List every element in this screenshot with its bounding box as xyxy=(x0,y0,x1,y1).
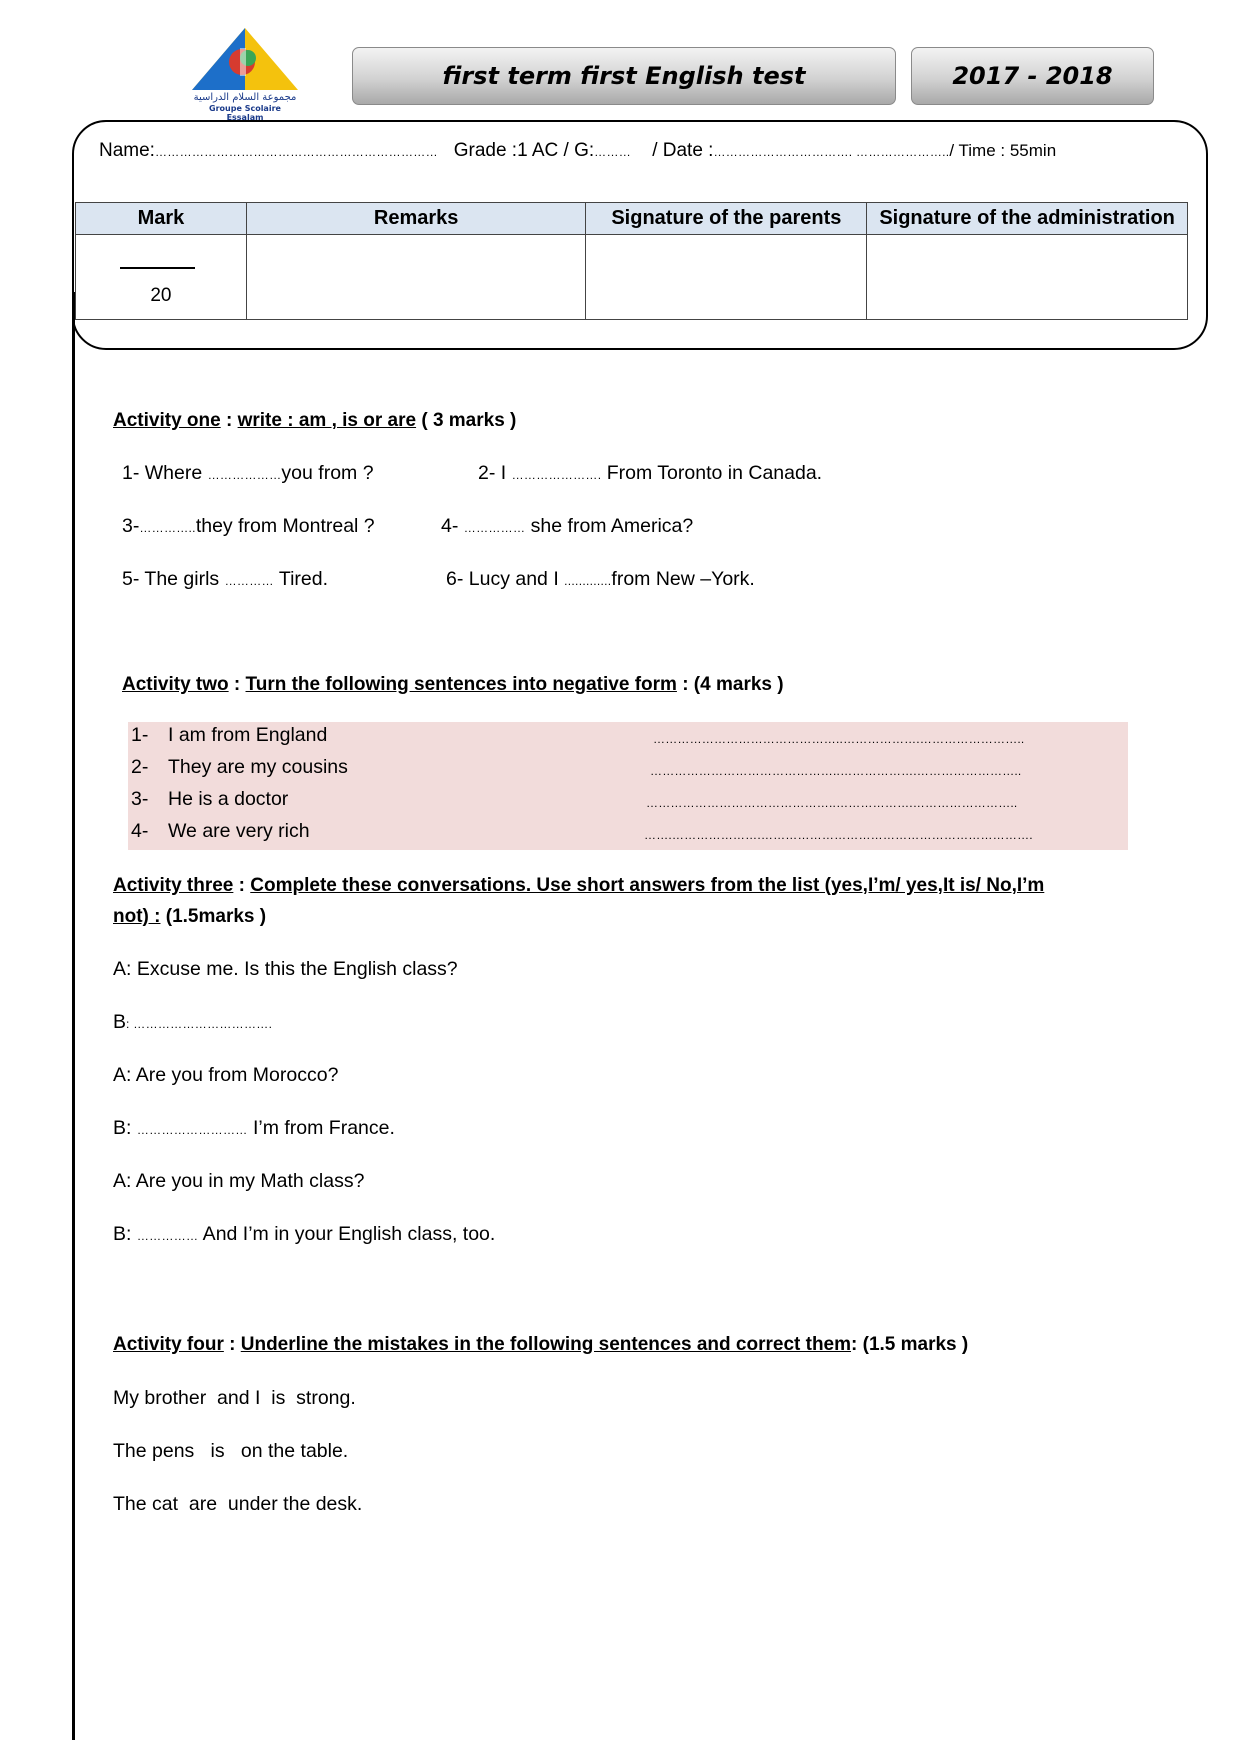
line-text: A: Excuse me. Is this the English class? xyxy=(113,958,458,980)
activity-two-marks: : (4 marks ) xyxy=(676,674,784,695)
logo-french-caption: Groupe Scolaire Essalam xyxy=(209,104,281,122)
list-item xyxy=(128,756,1128,788)
remarks-cell[interactable] xyxy=(246,235,586,320)
date-label: / Date : xyxy=(652,140,714,161)
item-text: We are very rich xyxy=(168,820,310,842)
activity-one-item xyxy=(122,462,374,485)
item-text: 4- xyxy=(441,515,464,537)
list-item xyxy=(128,820,1128,852)
parents-signature-cell[interactable] xyxy=(586,235,867,320)
mistake-sentence[interactable]: The cat are under the desk. xyxy=(113,1493,363,1515)
item-text: 6- Lucy and I xyxy=(446,568,565,590)
mistake-sentence[interactable]: My brother and I is strong. xyxy=(113,1387,356,1409)
item-text: from New –York. xyxy=(611,568,755,590)
logo-arabic-caption: مجموعة السلام الدراسية xyxy=(193,92,297,103)
marks-table-row xyxy=(76,235,1188,320)
activity-three-instruction: Complete these conversations. Use short answers from the list (yes,I’m/ yes,It is/ No,I’m xyxy=(250,875,1045,896)
conversation-line xyxy=(113,1011,272,1034)
conversation-line xyxy=(113,1223,495,1246)
item-text: From Toronto in Canada. xyxy=(601,462,823,484)
activity-three-separator: : xyxy=(233,875,251,896)
activity-one-item xyxy=(446,568,755,591)
activity-one-separator: : xyxy=(220,410,238,431)
item-text: she from America? xyxy=(525,515,694,537)
activity-one-item xyxy=(122,515,375,538)
school-logo-triangle-icon xyxy=(190,26,300,92)
time-label: / Time : 55min xyxy=(949,141,1057,160)
student-info-line xyxy=(99,140,1056,162)
blank-field[interactable]: ……………… xyxy=(207,468,282,482)
activity-three-title-line2 xyxy=(113,906,266,928)
administration-signature-cell[interactable] xyxy=(867,235,1188,320)
conversation-line xyxy=(113,1064,338,1087)
item-text: They are my cousins xyxy=(168,756,348,778)
line-text: B xyxy=(113,1011,127,1033)
item-text: He is a doctor xyxy=(168,788,289,810)
school-logo xyxy=(190,26,300,122)
blank-field[interactable]: ………… xyxy=(224,574,274,588)
activity-four-separator: : xyxy=(223,1334,241,1355)
grade-label: Grade :1 AC / G: xyxy=(453,140,595,161)
group-field[interactable]: ……… xyxy=(594,145,632,159)
item-number: 1- xyxy=(131,724,149,746)
activity-two-separator: : xyxy=(228,674,246,695)
activity-three-label: Activity three xyxy=(113,875,234,896)
activity-four-marks: : (1.5 marks ) xyxy=(851,1334,969,1355)
school-year: 2017 - 2018 xyxy=(911,47,1154,105)
item-text: 2- I xyxy=(478,462,512,484)
item-text: they from Montreal ? xyxy=(195,515,375,537)
answer-field[interactable]: ……………………… xyxy=(136,1123,248,1137)
administration-signature-header: Signature of the administration xyxy=(867,203,1188,235)
item-text: 3- xyxy=(122,515,140,537)
remarks-header: Remarks xyxy=(246,203,586,235)
answer-field[interactable]: ………………………………………..……………….…………………….. xyxy=(650,764,1022,778)
item-number: 4- xyxy=(131,820,149,842)
line-text: A: Are you from Morocco? xyxy=(113,1064,339,1086)
conversation-line xyxy=(113,1117,395,1140)
activity-one-item xyxy=(441,515,693,538)
negative-form-list xyxy=(128,722,1128,850)
blank-field[interactable]: ............. xyxy=(564,574,612,588)
activity-one-instruction: write : am , is or are xyxy=(237,410,417,431)
activity-four-instruction: Underline the mistakes in the following sentences and correct them xyxy=(240,1334,852,1355)
line-text: B: xyxy=(113,1117,137,1139)
marks-table-header xyxy=(76,203,1188,235)
activity-two-label: Activity two xyxy=(122,674,229,695)
activity-one-title xyxy=(113,410,516,432)
line-text: And I’m in your English class, too. xyxy=(198,1223,496,1245)
answer-field[interactable]: …….………………….…………………………………………………………. xyxy=(644,828,1033,842)
name-label: Name: xyxy=(99,140,155,161)
name-field[interactable]: …………………………………………………………… xyxy=(154,145,438,159)
margin-rule xyxy=(72,292,75,1740)
list-item xyxy=(128,788,1128,820)
line-text: B: xyxy=(113,1223,137,1245)
answer-field[interactable]: ………………………………………..……………….…………………….. xyxy=(646,796,1018,810)
answer-field[interactable]: ………………………………………..……………….…………………….. xyxy=(653,732,1025,746)
blank-field[interactable]: …………… xyxy=(463,521,526,535)
mark-fraction-line xyxy=(120,267,195,269)
item-text: I am from England xyxy=(168,724,328,746)
conversation-line xyxy=(113,1170,364,1193)
list-item xyxy=(128,724,1128,756)
activity-three-marks: (1.5marks ) xyxy=(160,906,267,927)
activity-one-marks: ( 3 marks ) xyxy=(416,410,517,431)
item-number: 3- xyxy=(131,788,149,810)
blank-field[interactable]: ………….. xyxy=(139,521,196,535)
activity-three-instruction-cont: not) : xyxy=(113,906,161,927)
line-text: I’m from France. xyxy=(247,1117,395,1139)
activity-one-item xyxy=(122,568,328,591)
mark-header: Mark xyxy=(76,203,247,235)
item-text: Tired. xyxy=(273,568,328,590)
item-number: 2- xyxy=(131,756,149,778)
parents-signature-header: Signature of the parents xyxy=(586,203,867,235)
activity-one-label: Activity one xyxy=(113,410,221,431)
mark-denominator: 20 xyxy=(150,285,172,306)
date-field[interactable]: ……………………………. ………………….. xyxy=(713,145,950,159)
activity-two-title xyxy=(122,674,784,696)
answer-field[interactable]: …………… xyxy=(136,1229,199,1243)
activity-four-label: Activity four xyxy=(113,1334,224,1355)
item-text: you from ? xyxy=(281,462,374,484)
mark-cell[interactable] xyxy=(76,235,247,320)
marks-table xyxy=(75,202,1188,320)
activity-two-instruction: Turn the following sentences into negative form xyxy=(245,674,677,695)
item-text: 1- Where xyxy=(122,462,208,484)
line-text: A: Are you in my Math class? xyxy=(113,1170,365,1192)
conversation-line xyxy=(113,958,458,981)
mistake-sentence[interactable]: The pens is on the table. xyxy=(113,1440,349,1462)
blank-field[interactable]: …………………. xyxy=(511,468,602,482)
item-text: 5- The girls xyxy=(122,568,225,590)
answer-field[interactable]: : ……………………………. xyxy=(126,1017,273,1031)
activity-four-title xyxy=(113,1334,968,1356)
test-title: first term first English test xyxy=(352,47,896,105)
activity-one-item xyxy=(478,462,822,485)
activity-three-title xyxy=(113,875,1044,897)
